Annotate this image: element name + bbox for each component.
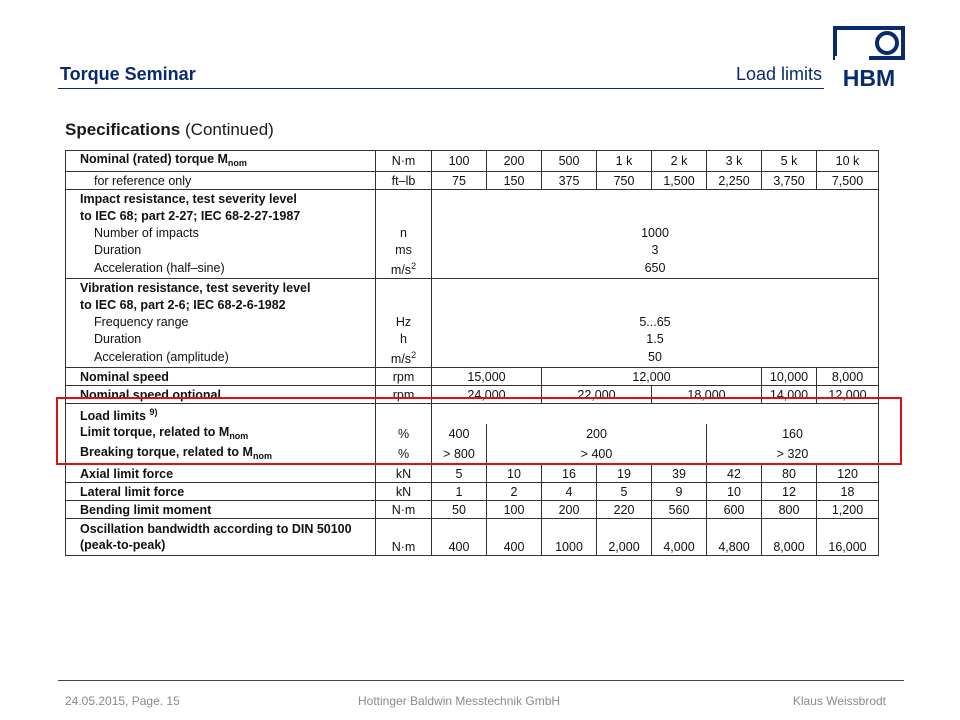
value-cell: 5 (597, 483, 652, 501)
unit-cell: ms (376, 241, 432, 258)
value-cell: 10 k (817, 151, 879, 172)
value-cell: 400 (487, 519, 542, 556)
section-title: Load limits (735, 64, 822, 84)
value-cell: 1,500 (652, 172, 707, 190)
value-cell: 800 (762, 501, 817, 519)
value-cell: 3 (432, 241, 879, 258)
vibration-title-2: to IEC 68, part 2-6; IEC 68-2-6-1982 (66, 296, 376, 313)
value-cell: 1,200 (817, 501, 879, 519)
accel-amp-label: Acceleration (amplitude) (66, 347, 376, 368)
unit-cell: Hz (376, 313, 432, 330)
value-cell: > 320 (707, 444, 879, 465)
value-cell: 19 (597, 465, 652, 483)
value-cell: 10,000 (762, 368, 817, 386)
unit-cell: kN (376, 483, 432, 501)
unit-cell: rpm (376, 368, 432, 386)
value-cell: 220 (597, 501, 652, 519)
value-cell: 500 (542, 151, 597, 172)
title-divider (58, 88, 824, 89)
value-cell: 2 k (652, 151, 707, 172)
value-cell: 22,000 (542, 386, 652, 404)
value-cell: 8,000 (762, 519, 817, 556)
footer-divider (58, 680, 904, 681)
value-cell: 750 (597, 172, 652, 190)
duration-label: Duration (66, 330, 376, 347)
unit-cell: N·m (376, 501, 432, 519)
reference-label: for reference only (66, 172, 376, 190)
duration-label: Duration (66, 241, 376, 258)
value-cell: 650 (432, 258, 879, 279)
unit-cell: ft–lb (376, 172, 432, 190)
svg-text:HBM: HBM (842, 65, 896, 90)
value-cell: 200 (487, 424, 707, 444)
nominal-torque-label: Nominal (rated) torque $M_{nom}$ (66, 151, 376, 172)
value-cell: 18,000 (652, 386, 762, 404)
value-cell: 12,000 (817, 386, 879, 404)
value-cell: 16,000 (817, 519, 879, 556)
unit-cell: $m/s^2$ (376, 347, 432, 368)
footer-author: Klaus Weissbrodt (792, 694, 886, 708)
value-cell: 200 (542, 501, 597, 519)
value-cell: 16 (542, 465, 597, 483)
value-cell: 1 k (597, 151, 652, 172)
table-row (66, 207, 879, 224)
table-row (66, 190, 879, 208)
value-cell: 5...65 (432, 313, 879, 330)
table-row (66, 501, 879, 519)
value-cell: 150 (487, 172, 542, 190)
value-cell: 100 (487, 501, 542, 519)
value-cell: 10 (487, 465, 542, 483)
table-row (66, 296, 879, 313)
spec-table (65, 150, 879, 556)
table-row (66, 224, 879, 241)
value-cell: 12 (762, 483, 817, 501)
value-cell: 24,000 (432, 386, 542, 404)
accel-half-label: Acceleration (half–sine) (66, 258, 376, 279)
speed-opt-label: Nominal speed optional (66, 386, 376, 404)
value-cell: 400 (432, 519, 487, 556)
unit-cell: N·m (376, 519, 432, 556)
limit-torque-label: Limit torque, related to $M_{nom}$ (66, 424, 376, 444)
table-row (66, 483, 879, 501)
spec-heading-continued: (Continued) (185, 120, 274, 139)
value-cell: 5 (432, 465, 487, 483)
spec-heading-bold: Specifications (65, 120, 181, 139)
unit-cell: % (376, 424, 432, 444)
load-limits-highlight-box (56, 397, 902, 465)
osc-label: Oscillation bandwidth according to DIN 50100 (peak-to-peak) (66, 519, 376, 556)
unit-cell: $m/s^2$ (376, 258, 432, 279)
breaking-label: Breaking torque, related to $M_{nom}$ (66, 444, 376, 465)
vibration-title-1: Vibration resistance, test severity level (66, 279, 376, 297)
axial-label: Axial limit force (66, 465, 376, 483)
value-cell: 375 (542, 172, 597, 190)
value-cell: 80 (762, 465, 817, 483)
value-cell: 50 (432, 501, 487, 519)
value-cell: 600 (707, 501, 762, 519)
table-row (66, 172, 879, 190)
value-cell: 7,500 (817, 172, 879, 190)
value-cell: > 800 (432, 444, 487, 465)
load-limits-label: Load limits $^{9)}$ (66, 404, 376, 425)
value-cell: 5 k (762, 151, 817, 172)
value-cell: 9 (652, 483, 707, 501)
unit-cell: rpm (376, 386, 432, 404)
table-row (66, 151, 879, 172)
table-row (66, 279, 879, 297)
footer-company: Hottinger Baldwin Messtechnik GmbH (358, 694, 561, 708)
impacts-label: Number of impacts (66, 224, 376, 241)
footer-date-page: 24.05.2015, Page. 15 (65, 694, 180, 708)
value-cell: 2,000 (597, 519, 652, 556)
value-cell: 1.5 (432, 330, 879, 347)
value-cell: 1000 (432, 224, 879, 241)
impact-title-1: Impact resistance, test severity level (66, 190, 376, 208)
unit-cell: h (376, 330, 432, 347)
value-cell: 12,000 (542, 368, 762, 386)
value-cell: 160 (707, 424, 879, 444)
value-cell: 2,250 (707, 172, 762, 190)
impact-title-2: to IEC 68; part 2-27; IEC 68-2-27-1987 (66, 207, 376, 224)
value-cell: 2 (487, 483, 542, 501)
unit-cell: % (376, 444, 432, 465)
value-cell: 1000 (542, 519, 597, 556)
value-cell: 4,000 (652, 519, 707, 556)
freq-label: Frequency range (66, 313, 376, 330)
unit-cell: n (376, 224, 432, 241)
value-cell: 3 k (707, 151, 762, 172)
table-row (66, 368, 879, 386)
hbm-logo (832, 26, 906, 90)
table-row (66, 330, 879, 347)
table-row (66, 347, 879, 368)
value-cell: 8,000 (817, 368, 879, 386)
value-cell: 39 (652, 465, 707, 483)
value-cell: 120 (817, 465, 879, 483)
value-cell: 100 (432, 151, 487, 172)
value-cell: > 400 (487, 444, 707, 465)
table-row (66, 519, 879, 556)
speed-label: Nominal speed (66, 368, 376, 386)
value-cell: 18 (817, 483, 879, 501)
value-cell: 75 (432, 172, 487, 190)
value-cell: 15,000 (432, 368, 542, 386)
table-row (66, 465, 879, 483)
unit-cell: N·m (376, 151, 432, 172)
lateral-label: Lateral limit force (66, 483, 376, 501)
value-cell: 4 (542, 483, 597, 501)
unit-cell: kN (376, 465, 432, 483)
table-row (66, 258, 879, 279)
value-cell: 14,000 (762, 386, 817, 404)
table-row (66, 313, 879, 330)
value-cell: 1 (432, 483, 487, 501)
value-cell: 560 (652, 501, 707, 519)
value-cell: 200 (487, 151, 542, 172)
table-row (66, 241, 879, 258)
value-cell: 3,750 (762, 172, 817, 190)
bending-label: Bending limit moment (66, 501, 376, 519)
value-cell: 10 (707, 483, 762, 501)
value-cell: 42 (707, 465, 762, 483)
value-cell: 400 (432, 424, 487, 444)
value-cell: 4,800 (707, 519, 762, 556)
slide-title: Torque Seminar (60, 64, 196, 84)
spec-heading (65, 120, 274, 140)
value-cell: 50 (432, 347, 879, 368)
